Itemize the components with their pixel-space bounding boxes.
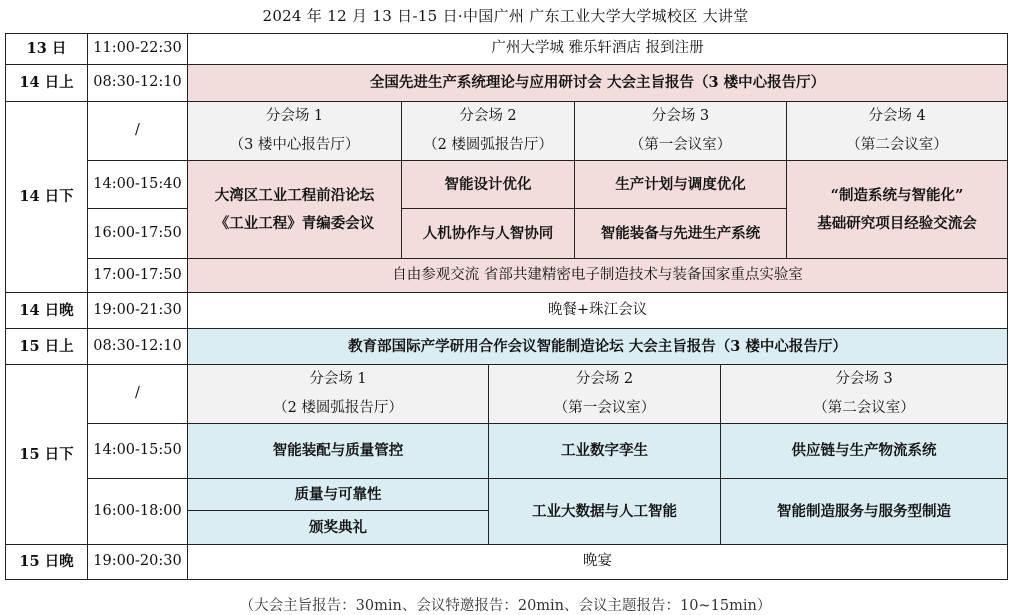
session-line: 质量与可靠性 (188, 479, 488, 511)
venue-name: 分会场 1 (309, 371, 367, 387)
row-14-pm-slot3 (6, 259, 1008, 293)
day-cell: 13 日 (6, 34, 88, 65)
time-cell: 08:30-12:10 (88, 65, 188, 102)
session-line: 《工业工程》青编委会议 (214, 214, 375, 232)
time-cell: 16:00-17:50 (88, 209, 188, 259)
session-cell: 工业大数据与人工智能 (489, 479, 721, 545)
row-15-pm-slot2 (6, 479, 1008, 545)
row-14-pm-slot1 (6, 161, 1008, 209)
schedule-table (5, 33, 1008, 580)
venue-room: （第一会议室） (629, 137, 732, 153)
row-15-pm-venues (6, 365, 1008, 424)
day-cell: 15 日下 (6, 365, 88, 545)
time-cell: 19:00-20:30 (88, 545, 188, 580)
row-15-pm-slot1 (6, 424, 1008, 479)
venue-1-header (188, 365, 489, 424)
event-cell: 晚宴 (188, 545, 1008, 580)
session-cell: 供应链与生产物流系统 (721, 424, 1008, 479)
row-13 (6, 34, 1008, 65)
time-cell: 11:00-22:30 (88, 34, 188, 65)
day-cell: 14 日晚 (6, 293, 88, 329)
day-cell: 15 日上 (6, 329, 88, 365)
event-cell: 晚餐+珠江会议 (188, 293, 1008, 329)
venue-3-header (721, 365, 1008, 424)
time-cell: 19:00-21:30 (88, 293, 188, 329)
row-14-am (6, 65, 1008, 102)
session-cell (188, 479, 489, 545)
row-15-eve (6, 545, 1008, 580)
event-cell: 广州大学城 雅乐轩酒店 报到注册 (188, 34, 1008, 65)
venue-room: （第二会议室） (813, 400, 915, 416)
time-cell: / (88, 365, 188, 424)
session-cell: 智能制造服务与服务型制造 (721, 479, 1008, 545)
time-cell: 08:30-12:10 (88, 329, 188, 365)
venue-room: （2 楼圆弧报告厅） (273, 400, 403, 416)
venue-room: （3 楼中心报告厅） (229, 137, 360, 153)
session-cell: 智能装配与质量管控 (188, 424, 489, 479)
venue-name: 分会场 2 (459, 108, 517, 124)
venue-4-header (787, 102, 1008, 161)
duration-note: （大会主旨报告：30min、会议特邀报告：20min、会议主题报告：10~15min） (239, 598, 772, 614)
session-cell (787, 161, 1008, 259)
row-15-am (6, 329, 1008, 365)
venue-room: （第二会议室） (846, 137, 948, 153)
venue-3-header (575, 102, 787, 161)
venue-name: 分会场 3 (835, 371, 893, 387)
visit-cell: 自由参观交流 省部共建精密电子制造技术与装备国家重点实验室 (188, 259, 1008, 293)
session-line: “制造系统与智能化” (830, 186, 964, 204)
time-cell: 14:00-15:40 (88, 161, 188, 209)
session-line: 颁奖典礼 (309, 519, 367, 536)
time-cell: / (88, 102, 188, 161)
session-cell (188, 161, 402, 259)
time-cell: 14:00-15:50 (88, 424, 188, 479)
day-cell: 14 日上 (6, 65, 88, 102)
venue-name: 分会场 2 (575, 371, 634, 387)
session-cell: 智能装备与先进生产系统 (575, 209, 787, 259)
venue-2-header (489, 365, 721, 424)
session-cell: 工业数字孪生 (489, 424, 721, 479)
session-line: 大湾区工业工程前沿论坛 (214, 186, 375, 204)
session-cell: 生产计划与调度优化 (575, 161, 787, 209)
day-cell: 14 日下 (6, 102, 88, 293)
time-cell: 17:00-17:50 (88, 259, 188, 293)
venue-room: （2 楼圆弧报告厅） (423, 137, 553, 153)
keynote-cell: 教育部国际产学研用合作会议智能制造论坛 大会主旨报告（3 楼中心报告厅） (188, 329, 1008, 365)
venue-1-header (188, 102, 402, 161)
time-cell: 16:00-18:00 (88, 479, 188, 545)
venue-name: 分会场 4 (868, 108, 926, 124)
row-14-eve (6, 293, 1008, 329)
venue-name: 分会场 1 (265, 108, 324, 124)
day-cell: 15 日晚 (6, 545, 88, 580)
schedule-header: 2024 年 12 月 13 日-15 日·中国广州 广东工业大学大学城校区 大讲堂 (262, 7, 749, 25)
session-cell: 智能设计优化 (402, 161, 575, 209)
venue-room: （第一会议室） (553, 400, 656, 416)
venue-2-header (402, 102, 575, 161)
keynote-cell: 全国先进生产系统理论与应用研讨会 大会主旨报告（3 楼中心报告厅） (188, 65, 1008, 102)
venue-name: 分会场 3 (651, 108, 710, 124)
session-cell: 人机协作与人智协同 (402, 209, 575, 259)
session-line: 基础研究项目经验交流会 (817, 214, 977, 232)
row-14-pm-venues (6, 102, 1008, 161)
